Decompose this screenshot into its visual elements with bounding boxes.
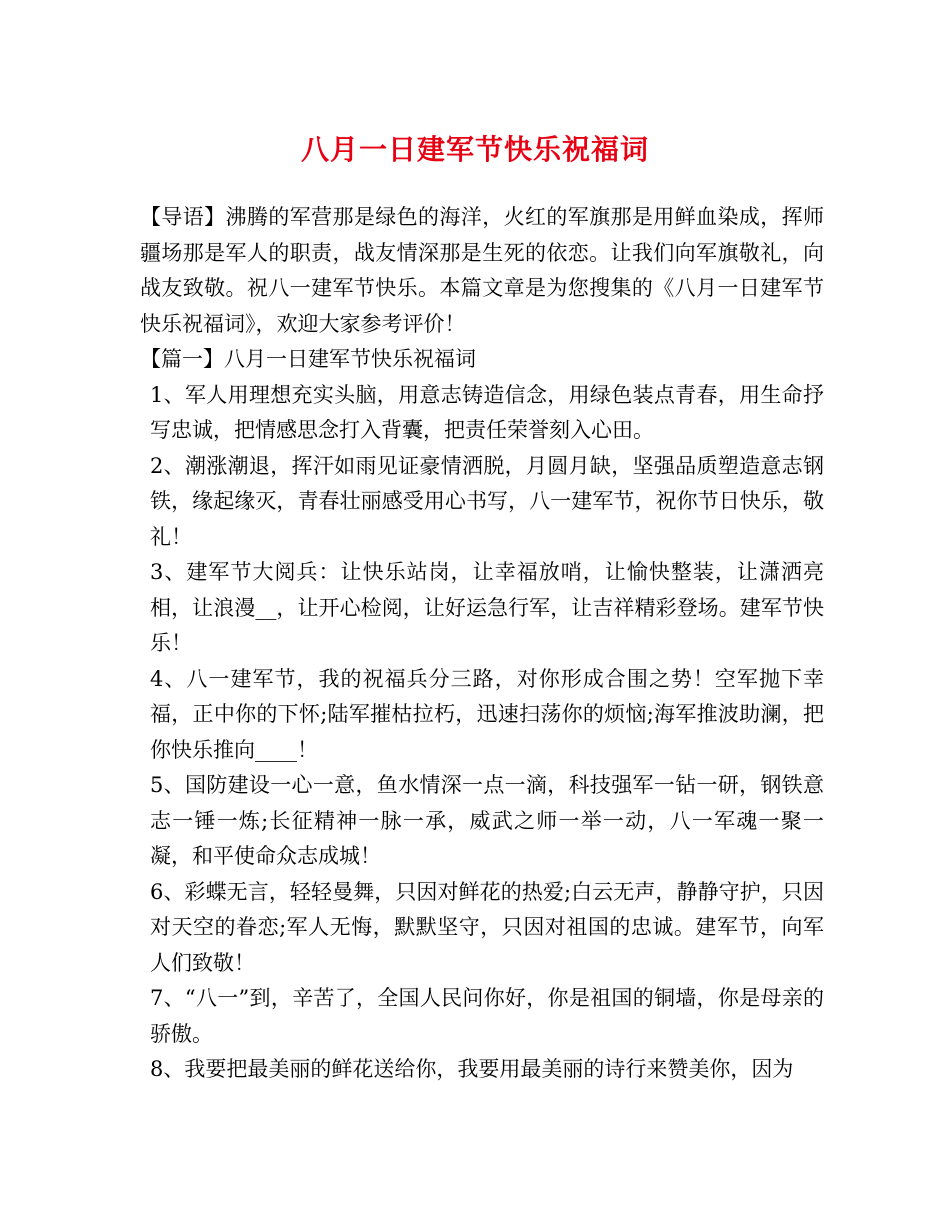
intro-paragraph: 【导语】沸腾的军营那是绿色的海洋，火红的军旗那是用鲜血染成，挥师疆场那是军人的职责，战友情深那是生死的依恋。让我们向军旗敬礼，向战友致敬。祝八一建军节快乐。本篇文章是为您搜集的《八月一日建军节快乐祝福词》，欢迎大家参考评价！ — [140, 205, 824, 336]
list-item: 2、潮涨潮退，挥汗如雨见证豪情洒脱，月圆月缺，坚强品质塑造意志钢铁，缘起缘灭，青春壮丽感受用心书写，八一建军节，祝你节日快乐，敬礼！ — [150, 453, 824, 549]
list-item: 4、八一建军节，我的祝福兵分三路，对你形成合围之势！空军抛下幸福，正中你的下怀;陆军摧枯拉朽，迅速扫荡你的烦恼;海军推波助澜，把你快乐推向____！ — [150, 666, 824, 762]
list-item: 3、建军节大阅兵：让快乐站岗，让幸福放哨，让愉快整装，让潇洒亮相，让浪漫__，让开心检阅，让好运急行军，让吉祥精彩登场。建军节快乐！ — [150, 560, 824, 655]
list-item: 6、彩蝶无言，轻轻曼舞，只因对鲜花的热爱;白云无声，静静守护，只因对天空的眷恋;军人无悔，默默坚守，只因对祖国的忠诚。建军节，向军人们致敬！ — [150, 879, 824, 975]
section-heading: 【篇一】八月一日建军节快乐祝福词 — [140, 347, 476, 371]
list-item: 8、我要把最美丽的鲜花送给你，我要用最美丽的诗行来赞美你，因为 — [150, 1057, 794, 1081]
list-item: 1、军人用理想充实头脑，用意志铸造信念，用绿色装点青春，用生命抒写忠诚，把情感思念打入背囊，把责任荣誉刻入心田。 — [150, 382, 824, 442]
document-body — [140, 200, 824, 1088]
list-item: 5、国防建设一心一意，鱼水情深一点一滴，科技强军一钻一研，钢铁意志一锤一炼;长征精神一脉一承，威武之师一举一动，八一军魂一聚一凝，和平使命众志成城！ — [150, 773, 824, 868]
page-title: 八月一日建军节快乐祝福词 — [300, 133, 649, 166]
list-item: 7、“八一”到，辛苦了，全国人民问你好，你是祖国的铜墙，你是母亲的骄傲。 — [150, 986, 824, 1046]
